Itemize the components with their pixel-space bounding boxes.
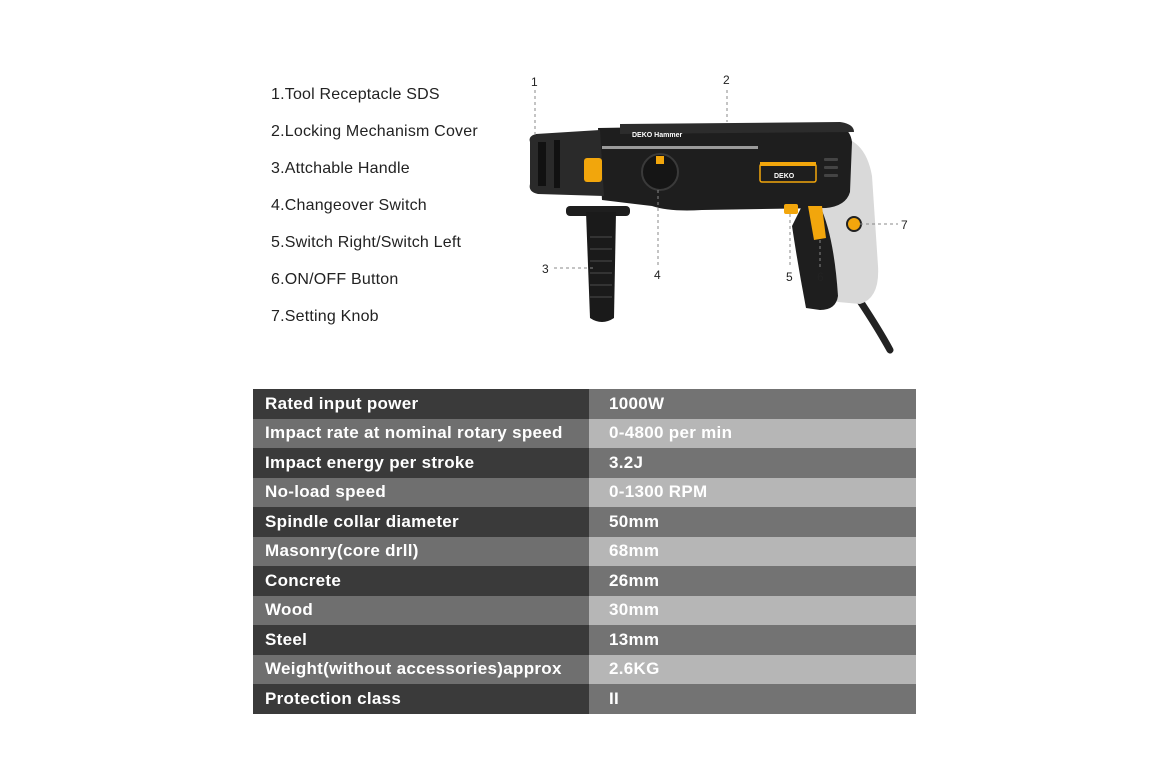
brand-badge: DEKO: [774, 173, 795, 180]
table-row: [253, 566, 916, 596]
spec-value: 0-4800 per min: [589, 419, 916, 449]
callout-number: 1: [531, 75, 538, 89]
part-item: 4.Changeover Switch: [271, 197, 427, 214]
callout-number: 4: [654, 268, 661, 282]
spec-label: Wood: [253, 596, 589, 626]
spec-label: Masonry(core drll): [253, 537, 589, 567]
spec-label: Steel: [253, 625, 589, 655]
callout-number: 2: [723, 73, 730, 87]
spec-value: II: [589, 684, 916, 714]
callout-number: 3: [542, 262, 549, 276]
spec-label: Rated input power: [253, 389, 589, 419]
spec-value: 50mm: [589, 507, 916, 537]
table-row: [253, 537, 916, 567]
parts-list: [271, 84, 478, 343]
spec-label: Weight(without accessories)approx: [253, 655, 589, 685]
drill-illustration: [520, 66, 920, 356]
spec-value: 68mm: [589, 537, 916, 567]
table-row: [253, 596, 916, 626]
table-row: [253, 684, 916, 714]
spec-value: 3.2J: [589, 448, 916, 478]
part-item: 7.Setting Knob: [271, 308, 379, 325]
table-row: [253, 625, 916, 655]
setting-knob: [847, 217, 861, 231]
vent-slots: [824, 158, 838, 177]
spec-label: Concrete: [253, 566, 589, 596]
part-item: 5.Switch Right/Switch Left: [271, 234, 462, 251]
spec-value: 30mm: [589, 596, 916, 626]
model-label: DEKO Hammer: [632, 132, 683, 139]
callout-number: 5: [786, 270, 793, 284]
table-row: [253, 507, 916, 537]
spec-value: 26mm: [589, 566, 916, 596]
part-item: 3.Attchable Handle: [271, 160, 410, 177]
chuck-ring: [554, 140, 560, 188]
spec-value: 2.6KG: [589, 655, 916, 685]
switch-indicator: [656, 156, 664, 164]
spec-label: Protection class: [253, 684, 589, 714]
power-cord: [858, 298, 890, 350]
spec-value: 0-1300 RPM: [589, 478, 916, 508]
callout-number: 7: [901, 218, 908, 232]
table-row: [253, 389, 916, 419]
table-row: [253, 655, 916, 685]
direction-switch: [784, 204, 798, 214]
brand-badge-stripe: [760, 162, 816, 166]
spec-label: Impact rate at nominal rotary speed: [253, 419, 589, 449]
spec-table: [253, 389, 916, 714]
table-row: [253, 448, 916, 478]
table-row: [253, 419, 916, 449]
part-item: 2.Locking Mechanism Cover: [271, 123, 478, 140]
spec-label: Spindle collar diameter: [253, 507, 589, 537]
part-item: 1.Tool Receptacle SDS: [271, 86, 440, 103]
table-row: [253, 478, 916, 508]
spec-label: No-load speed: [253, 478, 589, 508]
chuck-ring: [538, 142, 546, 186]
side-strip: [602, 146, 758, 149]
collar-accent: [584, 158, 602, 182]
part-item: 6.ON/OFF Button: [271, 271, 399, 288]
attachable-handle: [586, 212, 616, 322]
drill-diagram: [520, 66, 920, 356]
spec-value: 1000W: [589, 389, 916, 419]
spec-value: 13mm: [589, 625, 916, 655]
spec-label: Impact energy per stroke: [253, 448, 589, 478]
callout-number: 6: [817, 270, 824, 284]
